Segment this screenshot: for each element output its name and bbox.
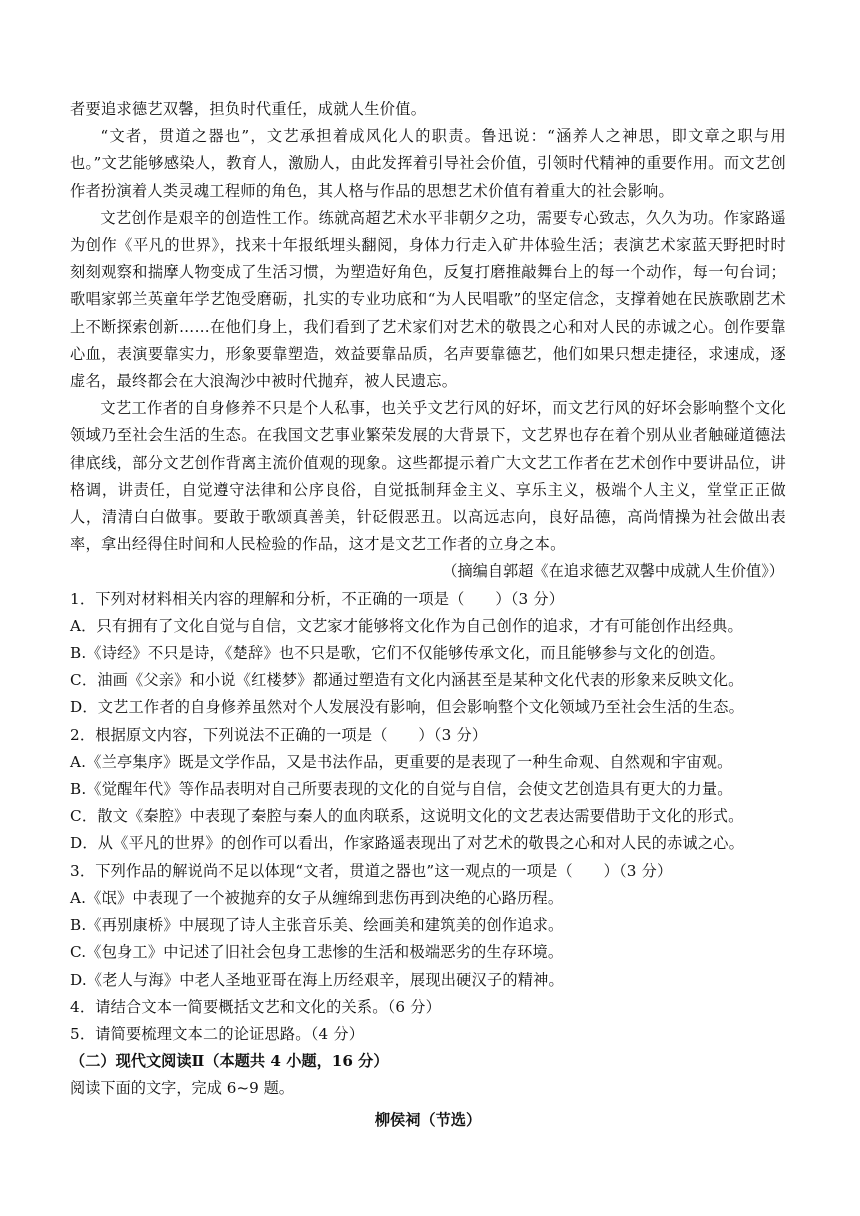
passage-paragraph-3: 文艺工作者的自身修养不只是个人私事，也关乎文艺行风的好坏，而文艺行风的好坏会影响整个文化领域乃至社会生活的生态。在我国文艺事业繁荣发展的大背景下，文艺界也存在着个别从业者触碰道德法律底线，部分文艺创作背离主流价值观的现象。这些都提示着广大文艺工作者在艺术创作中要讲品位，讲格调，讲责任，自觉遵守法律和公序良俗，自觉抵制拜金主义、享乐主义，极端个人主义，堂堂正正做人，清清白白做事。要敢于歌颂真善美，针砭假恶丑。以高远志向，良好品德，高尚情操为社会做出表率，拿出经得住时间和人民检验的作品，这才是文艺工作者的立身之本。	[70, 399, 786, 554]
section-heading: （二）现代文阅读Ⅱ（本题共 4 小题，16 分）	[70, 1052, 389, 1071]
question-2-option-c: C．散文《秦腔》中表现了秦腔与秦人的血肉联系，这说明文化的文艺表达需要借助于文化的形式。	[70, 807, 744, 826]
question-2-option-b: B.《觉醒年代》等作品表明对自己所要表现的文化的自觉与自信，会使文艺创造具有更大的力量。	[70, 780, 733, 799]
question-3-option-a: A.《氓》中表现了一个被抛弃的女子从缠绵到悲伤再到决绝的心路历程。	[70, 888, 564, 907]
passage-source: （摘编自郭超《在追求德艺双馨中成就人生价值》）	[442, 562, 784, 581]
exam-page	[70, 96, 786, 1134]
question-1-option-a: A．只有拥有了文化自觉与自信，文艺家才能够将文化作为自己创作的追求，才有可能创作出经典。	[70, 616, 743, 635]
question-2-option-a: A.《兰亭集序》既是文学作品，又是书法作品，更重要的是表现了一种生命观、自然观和宇宙观。	[70, 752, 733, 771]
passage-paragraph-0: 者要追求德艺双馨，担负时代重任，成就人生价值。	[70, 100, 427, 118]
question-2: 2．根据原文内容，下列说法不正确的一项是（ ）（3 分）	[70, 725, 488, 744]
question-1-option-c: C．油画《父亲》和小说《红楼梦》都通过塑造有文化内涵甚至是某种文化代表的形象来反映文化。	[70, 671, 744, 690]
question-3-option-d: D.《老人与海》中老人圣地亚哥在海上历经艰辛，展现出硬汉子的精神。	[70, 970, 564, 989]
question-1: 1．下列对材料相关内容的理解和分析，不正确的一项是（ ）（3 分）	[70, 589, 565, 608]
passage-paragraph-2: 文艺创作是艰辛的创造性工作。练就高超艺术水平非朝夕之功，需要专心致志，久久为功。作家路遥为创作《平凡的世界》，找来十年报纸埋头翻阅，身体力行走入矿井体验生活；表演艺术家蓝天野把时时刻刻观察和揣摩人物变成了生活习惯，为塑造好角色，反复打磨推敲舞台上的每一个动作，每一句台词；歌唱家郭兰英童年学艺饱受磨砺，扎实的专业功底和“为人民唱歌”的坚定信念，支撑着她在民族歌剧艺术上不断探索创新……在他们身上，我们看到了艺术家们对艺术的敬畏之心和对人民的赤诚之心。创作要靠心血，表演要靠实力，形象要靠塑造，效益要靠品质，名声要靠德艺，他们如果只想走捷径，求速成，逐虚名，最终都会在大浪淘沙中被时代抛弃，被人民遗忘。	[70, 208, 786, 391]
question-4: 4．请结合文本一简要概括文艺和文化的关系。（6 分）	[70, 997, 442, 1016]
question-5: 5．请简要梳理文本二的论证思路。（4 分）	[70, 1024, 365, 1043]
question-3-option-b: B.《再别康桥》中展现了诗人主张音乐美、绘画美和建筑美的创作追求。	[70, 916, 564, 935]
question-1-option-b: B.《诗经》不只是诗，《楚辞》也不只是歌，它们不仅能够传承文化，而且能够参与文化的创造。	[70, 644, 726, 663]
question-1-option-d: D．文艺工作者的自身修养虽然对个人发展没有影响，但会影响整个文化领域乃至社会生活的生态。	[70, 698, 745, 717]
text-title: 柳侯祠（节选）	[374, 1110, 482, 1129]
passage-paragraph-1: “文者，贯道之器也”，文艺承担着成风化人的职责。鲁迅说：“涵养人之神思，即文章之职与用也。”文艺能够感染人，教育人，激励人，由此发挥着引导社会价值，引领时代精神的重要作用。而文艺创作者扮演着人类灵魂工程师的角色，其人格与作品的思想艺术价值有着重大的社会影响。	[70, 127, 786, 200]
question-3: 3．下列作品的解说尚不足以体现“文者，贯道之器也”这一观点的一项是（ ）（3 分）	[70, 861, 673, 880]
question-2-option-d: D．从《平凡的世界》的创作可以看出，作家路遥表现出了对艺术的敬畏之心和对人民的赤诚之心。	[70, 834, 745, 853]
section-instruction: 阅读下面的文字，完成 6~9 题。	[70, 1079, 294, 1098]
question-3-option-c: C.《包身工》中记述了旧社会包身工悲惨的生活和极端恶劣的生存环境。	[70, 943, 564, 962]
